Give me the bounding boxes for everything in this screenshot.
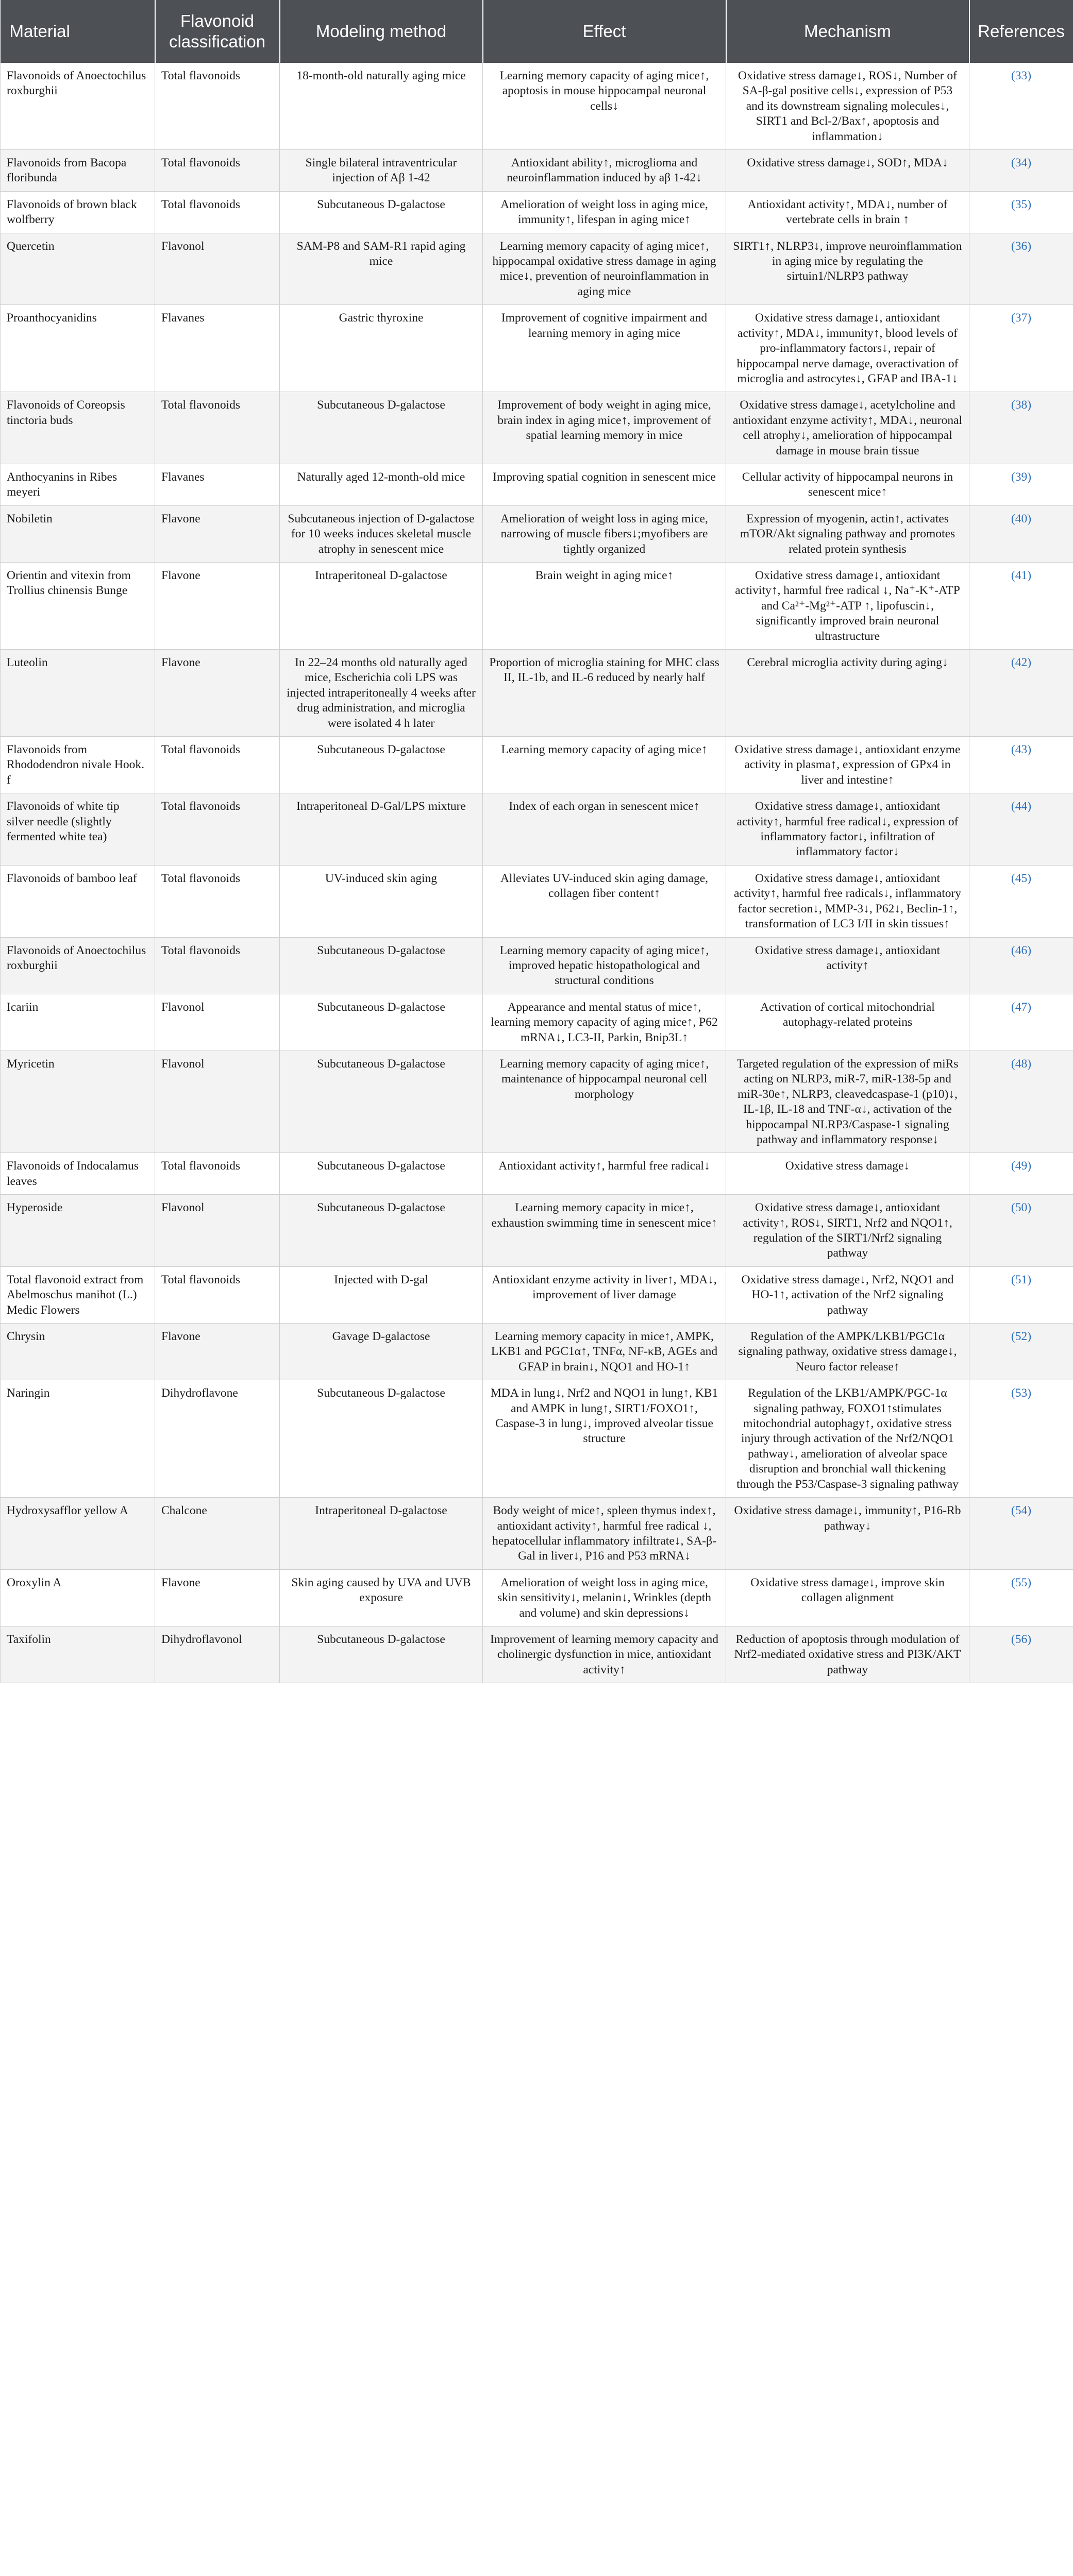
cell-material: Anthocyanins in Ribes meyeri [1, 464, 155, 505]
cell-effect: Improvement of body weight in aging mice, brain index in aging mice↑, improvement of spatial learning memory in mice [483, 392, 726, 464]
cell-mechanism: Oxidative stress damage↓, acetylcholine and antioxidant enzyme activity↑, MDA↓, neuronal cell atrophy↓, amelioration of hippocampal damage in mouse brain tissue [726, 392, 969, 464]
cell-method: 18-month-old naturally aging mice [280, 63, 483, 150]
cell-reference[interactable]: (52) [969, 1324, 1073, 1380]
table-row [1, 505, 1073, 562]
cell-material: Flavonoids of Indocalamus leaves [1, 1153, 155, 1195]
cell-classification: Total flavonoids [155, 150, 280, 192]
cell-mechanism: Oxidative stress damage↓, improve skin collagen alignment [726, 1569, 969, 1626]
cell-classification: Total flavonoids [155, 63, 280, 150]
table-row [1, 1195, 1073, 1267]
cell-material: Nobiletin [1, 505, 155, 562]
header-effect: Effect [483, 0, 726, 63]
cell-effect: Learning memory capacity of aging mice↑, maintenance of hippocampal neuronal cell morphology [483, 1050, 726, 1153]
cell-mechanism: Oxidative stress damage↓, ROS↓, Number of SA-β-gal positive cells↓, expression of P53 and its downstream signaling molecules↓, SIRT1 and Bcl-2/Bax↑, apoptosis and inflammation↓ [726, 63, 969, 150]
cell-method: Subcutaneous injection of D-galactose for 10 weeks induces skeletal muscle atrophy in senescent mice [280, 505, 483, 562]
table-row [1, 233, 1073, 305]
table-row [1, 191, 1073, 233]
cell-mechanism: Oxidative stress damage↓, immunity↑, P16-Rb pathway↓ [726, 1498, 969, 1570]
cell-effect: Learning memory capacity of aging mice↑, improved hepatic histopathological and structural conditions [483, 937, 726, 994]
cell-reference[interactable]: (44) [969, 793, 1073, 866]
cell-effect: Improving spatial cognition in senescent mice [483, 464, 726, 505]
cell-method: Subcutaneous D-galactose [280, 737, 483, 793]
cell-classification: Flavonol [155, 1050, 280, 1153]
cell-mechanism: Regulation of the LKB1/AMPK/PGC-1α signaling pathway, FOXO1↑stimulates mitochondrial autophagy↑, oxidative stress injury through activation of the Nrf2/NQO1 pathway↓, amelioration of alveolar space disruption and bronchial wall thickening through the P53/Caspase-3 signaling pathway [726, 1380, 969, 1498]
cell-method: Subcutaneous D-galactose [280, 1626, 483, 1683]
cell-material: Flavonoids of bamboo leaf [1, 865, 155, 937]
cell-material: Flavonoids of Anoectochilus roxburghii [1, 63, 155, 150]
cell-effect: Brain weight in aging mice↑ [483, 562, 726, 649]
table-row [1, 464, 1073, 505]
cell-classification: Flavone [155, 1569, 280, 1626]
table-row [1, 650, 1073, 737]
cell-classification: Dihydroflavone [155, 1380, 280, 1498]
cell-method: SAM-P8 and SAM-R1 rapid aging mice [280, 233, 483, 305]
cell-reference[interactable]: (46) [969, 937, 1073, 994]
cell-method: Naturally aged 12-month-old mice [280, 464, 483, 505]
cell-mechanism: Regulation of the AMPK/LKB1/PGC1α signaling pathway, oxidative stress damage↓, Neuro factor release↑ [726, 1324, 969, 1380]
cell-classification: Total flavonoids [155, 392, 280, 464]
cell-material: Luteolin [1, 650, 155, 737]
cell-reference[interactable]: (54) [969, 1498, 1073, 1570]
header-method: Modeling method [280, 0, 483, 63]
cell-reference[interactable]: (35) [969, 191, 1073, 233]
cell-material: Oroxylin A [1, 1569, 155, 1626]
cell-method: Subcutaneous D-galactose [280, 392, 483, 464]
table-row [1, 1153, 1073, 1195]
cell-mechanism: Oxidative stress damage↓, antioxidant activity↑, ROS↓, SIRT1, Nrf2 and NQO1↑, regulation of the SIRT1/Nrf2 signaling pathway [726, 1195, 969, 1267]
cell-mechanism: Oxidative stress damage↓, antioxidant activity↑, harmful free radical ↓, Na⁺-K⁺-ATP and Ca²⁺-Mg²⁺-ATP ↑, lipofuscin↓, significantly improved brain neuronal ultrastructure [726, 562, 969, 649]
cell-classification: Flavonol [155, 994, 280, 1050]
cell-effect: MDA in lung↓, Nrf2 and NQO1 in lung↑, KB1 and AMPK in lung↑, SIRT1/FOXO1↑, Caspase-3 in lung↓, improved alveolar tissue structure [483, 1380, 726, 1498]
header-classification: Flavonoid classification [155, 0, 280, 63]
cell-reference[interactable]: (47) [969, 994, 1073, 1050]
cell-mechanism: Reduction of apoptosis through modulation of Nrf2-mediated oxidative stress and PI3K/AKT pathway [726, 1626, 969, 1683]
cell-material: Taxifolin [1, 1626, 155, 1683]
cell-classification: Total flavonoids [155, 1266, 280, 1323]
cell-reference[interactable]: (42) [969, 650, 1073, 737]
table-row [1, 150, 1073, 192]
cell-classification: Total flavonoids [155, 937, 280, 994]
cell-method: Subcutaneous D-galactose [280, 1050, 483, 1153]
cell-method: Gastric thyroxine [280, 305, 483, 392]
cell-reference[interactable]: (36) [969, 233, 1073, 305]
table-row [1, 1626, 1073, 1683]
cell-classification: Total flavonoids [155, 1153, 280, 1195]
cell-material: Icariin [1, 994, 155, 1050]
header-row [1, 0, 1073, 63]
cell-mechanism: SIRT1↑, NLRP3↓, improve neuroinflammation in aging mice by regulating the sirtuin1/NLRP3 pathway [726, 233, 969, 305]
cell-reference[interactable]: (33) [969, 63, 1073, 150]
cell-effect: Amelioration of weight loss in aging mice, immunity↑, lifespan in aging mice↑ [483, 191, 726, 233]
cell-mechanism: Oxidative stress damage↓, SOD↑, MDA↓ [726, 150, 969, 192]
table-row [1, 1569, 1073, 1626]
cell-method: Skin aging caused by UVA and UVB exposure [280, 1569, 483, 1626]
cell-reference[interactable]: (48) [969, 1050, 1073, 1153]
cell-classification: Flavonol [155, 1195, 280, 1267]
cell-method: Subcutaneous D-galactose [280, 1380, 483, 1498]
cell-reference[interactable]: (34) [969, 150, 1073, 192]
cell-mechanism: Oxidative stress damage↓, antioxidant enzyme activity in plasma↑, expression of GPx4 in liver and intestine↑ [726, 737, 969, 793]
cell-effect: Learning memory capacity of aging mice↑ [483, 737, 726, 793]
cell-material: Total flavonoid extract from Abelmoschus manihot (L.) Medic Flowers [1, 1266, 155, 1323]
table-row [1, 1380, 1073, 1498]
cell-classification: Total flavonoids [155, 793, 280, 866]
cell-classification: Flavonol [155, 233, 280, 305]
cell-effect: Amelioration of weight loss in aging mice, skin sensitivity↓, melanin↓, Wrinkles (depth and volume) and skin depressions↓ [483, 1569, 726, 1626]
cell-mechanism: Antioxidant activity↑, MDA↓, number of vertebrate cells in brain ↑ [726, 191, 969, 233]
cell-method: Injected with D-gal [280, 1266, 483, 1323]
table-row [1, 865, 1073, 937]
table-row [1, 63, 1073, 150]
cell-effect: Learning memory capacity in mice↑, AMPK, LKB1 and PGC1α↑, TNFα, NF-κB, AGEs and GFAP in brain↓, NQO1 and HO-1↑ [483, 1324, 726, 1380]
cell-classification: Flavone [155, 1324, 280, 1380]
cell-classification: Flavanes [155, 464, 280, 505]
cell-method: Intraperitoneal D-galactose [280, 562, 483, 649]
table-row [1, 994, 1073, 1050]
cell-classification: Total flavonoids [155, 191, 280, 233]
cell-classification: Flavone [155, 562, 280, 649]
cell-mechanism: Oxidative stress damage↓, antioxidant activity↑, MDA↓, immunity↑, blood levels of pro-inflammatory factors↓, repair of hippocampal nerve damage, overactivation of microglia and astrocytes↓, GFAP and IBA-1↓ [726, 305, 969, 392]
cell-effect: Improvement of cognitive impairment and learning memory in aging mice [483, 305, 726, 392]
cell-material: Naringin [1, 1380, 155, 1498]
cell-material: Flavonoids of Coreopsis tinctoria buds [1, 392, 155, 464]
cell-effect: Alleviates UV-induced skin aging damage, collagen fiber content↑ [483, 865, 726, 937]
cell-reference[interactable]: (41) [969, 562, 1073, 649]
cell-effect: Index of each organ in senescent mice↑ [483, 793, 726, 866]
cell-reference[interactable]: (39) [969, 464, 1073, 505]
cell-effect: Antioxidant enzyme activity in liver↑, MDA↓, improvement of liver damage [483, 1266, 726, 1323]
table-row [1, 1050, 1073, 1153]
cell-effect: Improvement of learning memory capacity and cholinergic dysfunction in mice, antioxidant activity↑ [483, 1626, 726, 1683]
cell-effect: Learning memory capacity of aging mice↑, hippocampal oxidative stress damage in aging mice↓, prevention of neuroinflammation in aging mice [483, 233, 726, 305]
header-mechanism: Mechanism [726, 0, 969, 63]
cell-method: Intraperitoneal D-Gal/LPS mixture [280, 793, 483, 866]
cell-material: Flavonoids from Bacopa floribunda [1, 150, 155, 192]
cell-classification: Total flavonoids [155, 865, 280, 937]
cell-effect: Antioxidant activity↑, harmful free radical↓ [483, 1153, 726, 1195]
table-row [1, 793, 1073, 866]
cell-classification: Flavone [155, 650, 280, 737]
table-row [1, 392, 1073, 464]
table-row [1, 562, 1073, 649]
table-row [1, 1324, 1073, 1380]
cell-mechanism: Cerebral microglia activity during aging↓ [726, 650, 969, 737]
cell-method: Gavage D-galactose [280, 1324, 483, 1380]
cell-reference[interactable]: (55) [969, 1569, 1073, 1626]
cell-method: Subcutaneous D-galactose [280, 937, 483, 994]
cell-material: Hyperoside [1, 1195, 155, 1267]
cell-reference[interactable]: (40) [969, 505, 1073, 562]
cell-reference[interactable]: (45) [969, 865, 1073, 937]
cell-method: In 22–24 months old naturally aged mice, Escherichia coli LPS was injected intraperitoneally 4 weeks after drug administration, and microglia were isolated 4 h later [280, 650, 483, 737]
cell-material: Flavonoids from Rhododendron nivale Hook. f [1, 737, 155, 793]
cell-reference[interactable]: (50) [969, 1195, 1073, 1267]
cell-method: Subcutaneous D-galactose [280, 1195, 483, 1267]
cell-reference[interactable]: (51) [969, 1266, 1073, 1323]
cell-mechanism: Targeted regulation of the expression of miRs acting on NLRP3, miR-7, miR-138-5p and miR-30e↑, NLRP3, cleavedcaspase-1 (p10)↓, IL-1β, IL-18 and TNF-α↓, activation of the hippocampal NLRP3/Caspase-1 signaling pathway and inflammatory response↓ [726, 1050, 969, 1153]
cell-mechanism: Oxidative stress damage↓, antioxidant activity↑, harmful free radicals↓, inflammatory factor secretion↓, MMP-3↓, P62↓, Beclin-1↑, transformation of LC3 I/II in skin tissues↑ [726, 865, 969, 937]
table-row [1, 305, 1073, 392]
cell-method: Subcutaneous D-galactose [280, 994, 483, 1050]
cell-classification: Total flavonoids [155, 737, 280, 793]
table-row [1, 1266, 1073, 1323]
cell-effect: Proportion of microglia staining for MHC class II, IL-1b, and IL-6 reduced by nearly half [483, 650, 726, 737]
cell-mechanism: Activation of cortical mitochondrial autophagy-related proteins [726, 994, 969, 1050]
cell-mechanism: Oxidative stress damage↓, Nrf2, NQO1 and HO-1↑, activation of the Nrf2 signaling pathway [726, 1266, 969, 1323]
cell-reference[interactable]: (43) [969, 737, 1073, 793]
cell-material: Flavonoids of Anoectochilus roxburghii [1, 937, 155, 994]
cell-material: Proanthocyanidins [1, 305, 155, 392]
cell-effect: Learning memory capacity of aging mice↑, apoptosis in mouse hippocampal neuronal cells↓ [483, 63, 726, 150]
cell-material: Hydroxysafflor yellow A [1, 1498, 155, 1570]
cell-mechanism: Expression of myogenin, actin↑, activates mTOR/Akt signaling pathway and promotes related protein synthesis [726, 505, 969, 562]
table-row [1, 937, 1073, 994]
cell-classification: Chalcone [155, 1498, 280, 1570]
table-body [1, 63, 1073, 1683]
cell-reference[interactable]: (49) [969, 1153, 1073, 1195]
cell-effect: Antioxidant ability↑, microglioma and neuroinflammation induced by aβ 1-42↓ [483, 150, 726, 192]
header-material: Material [1, 0, 155, 63]
cell-material: Quercetin [1, 233, 155, 305]
cell-method: UV-induced skin aging [280, 865, 483, 937]
cell-method: Intraperitoneal D-galactose [280, 1498, 483, 1570]
cell-material: Flavonoids of brown black wolfberry [1, 191, 155, 233]
cell-reference[interactable]: (37) [969, 305, 1073, 392]
cell-effect: Learning memory capacity in mice↑, exhaustion swimming time in senescent mice↑ [483, 1195, 726, 1267]
cell-classification: Flavone [155, 505, 280, 562]
cell-reference[interactable]: (56) [969, 1626, 1073, 1683]
cell-classification: Dihydroflavonol [155, 1626, 280, 1683]
header-references: References [969, 0, 1073, 63]
cell-reference[interactable]: (38) [969, 392, 1073, 464]
cell-mechanism: Oxidative stress damage↓ [726, 1153, 969, 1195]
cell-material: Myricetin [1, 1050, 155, 1153]
cell-method: Subcutaneous D-galactose [280, 1153, 483, 1195]
cell-reference[interactable]: (53) [969, 1380, 1073, 1498]
cell-method: Single bilateral intraventricular injection of Aβ 1-42 [280, 150, 483, 192]
table-header [1, 0, 1073, 63]
cell-effect: Amelioration of weight loss in aging mice, narrowing of muscle fibers↓;myofibers are tightly organized [483, 505, 726, 562]
table-row [1, 737, 1073, 793]
cell-mechanism: Oxidative stress damage↓, antioxidant activity↑ [726, 937, 969, 994]
cell-method: Subcutaneous D-galactose [280, 191, 483, 233]
cell-classification: Flavanes [155, 305, 280, 392]
cell-effect: Appearance and mental status of mice↑, learning memory capacity of aging mice↑, P62 mRNA↓, LC3-II, Parkin, Bnip3L↑ [483, 994, 726, 1050]
table-row [1, 1498, 1073, 1570]
cell-material: Chrysin [1, 1324, 155, 1380]
cell-mechanism: Cellular activity of hippocampal neurons in senescent mice↑ [726, 464, 969, 505]
cell-mechanism: Oxidative stress damage↓, antioxidant activity↑, harmful free radical↓, expression of inflammatory factor↓, infiltration of inflammatory factor↓ [726, 793, 969, 866]
cell-effect: Body weight of mice↑, spleen thymus index↑, antioxidant activity↑, harmful free radical ↓, hepatocellular inflammatory infiltrate↓, SA-β-Gal in liver↓, P16 and P53 mRNA↓ [483, 1498, 726, 1570]
cell-material: Orientin and vitexin from Trollius chinensis Bunge [1, 562, 155, 649]
cell-material: Flavonoids of white tip silver needle (slightly fermented white tea) [1, 793, 155, 866]
